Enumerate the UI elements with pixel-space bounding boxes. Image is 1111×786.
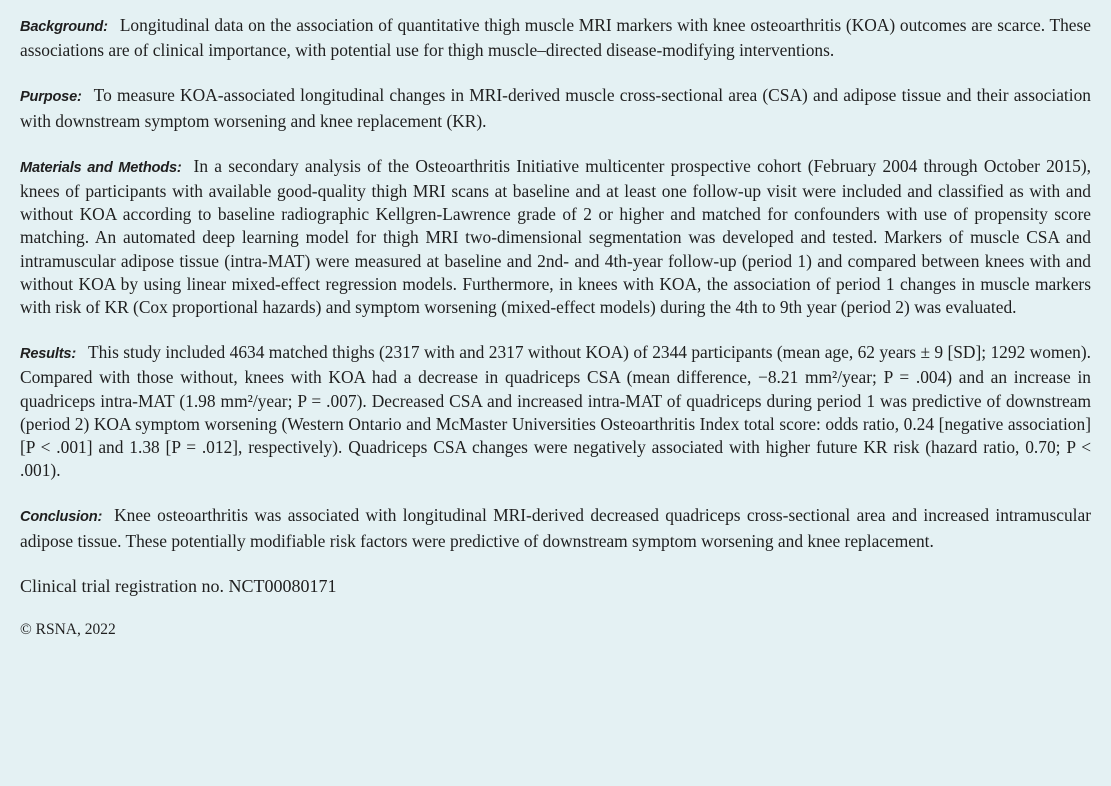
conclusion-section	[20, 504, 1091, 552]
background-label: Background:	[20, 19, 108, 35]
results-text: This study included 4634 matched thighs (2317 with and 2317 without KOA) of 2344 participants (mean age, 62 years ± 9 [SD]; 1292 women). Compared with those without, knees with KOA had a decrease in quadriceps CSA (mean difference, −8.21 mm²/year; P = .004) and an increase in quadriceps intra-MAT (1.98 mm²/year; P = .007). Decreased CSA and increased intra-MAT of quadriceps during period 1 was predictive of downstream (period 2) KOA symptom worsening (Western Ontario and McMaster Universities Osteoarthritis Index total score: odds ratio, 0.24 [negative association] [P < .001] and 1.38 [P = .012], respectively). Quadriceps CSA changes were negatively associated with higher future KR risk (hazard ratio, 0.70; P < .001).	[20, 342, 1091, 481]
conclusion-label: Conclusion:	[20, 509, 103, 526]
background-text: Longitudinal data on the association of quantitative thigh muscle MRI markers with knee osteoarthritis (KOA) outcomes are scarce. These associations are of clinical importance, with potential use for thigh muscle–directed disease-modifying interventions.	[20, 15, 1091, 61]
copyright-notice: © RSNA, 2022	[20, 621, 116, 639]
methods-text: In a secondary analysis of the Osteoarthritis Initiative multicenter prospective cohort (February 2004 through October 2015), knees of participants with available good-quality thigh MRI scans at baseline and at least one follow-up visit were included and classified as with and without KOA according to baseline radiographic Kellgren-Lawrence grade of 2 or higher and matched for confounders with use of propensity score matching. An automated deep learning model for thigh MRI two-dimensional segmentation was developed and tested. Markers of muscle CSA and intramuscular adipose tissue (intra-MAT) were measured at baseline and 2nd- and 4th-year follow-up (period 1) and compared between knees with and without KOA by using linear mixed-effect regression models. Furthermore, in knees with KOA, the association of period 1 changes in muscle markers with risk of KR (Cox proportional hazards) and symptom worsening (mixed-effect models) during the 4th to 9th year (period 2) was evaluated.	[20, 155, 1092, 318]
trial-registration: Clinical trial registration no. NCT00080171	[20, 575, 337, 596]
methods-label: Materials and Methods:	[20, 159, 182, 176]
conclusion-text: Knee osteoarthritis was associated with longitudinal MRI-derived decreased quadriceps cross-sectional area and increased intramuscular adipose tissue. These potentially modifiable risk factors were predictive of downstream symptom worsening and knee replacement.	[20, 505, 1091, 551]
results-section	[20, 341, 1091, 482]
purpose-section	[20, 84, 1091, 132]
results-label: Results:	[20, 346, 76, 363]
background-section	[20, 14, 1091, 62]
purpose-label: Purpose:	[20, 89, 82, 106]
methods-section	[20, 155, 1091, 319]
purpose-text: To measure KOA-associated longitudinal changes in MRI-derived muscle cross-sectional area (CSA) and adipose tissue and their association with downstream symptom worsening and knee replacement (KR).	[20, 85, 1091, 131]
